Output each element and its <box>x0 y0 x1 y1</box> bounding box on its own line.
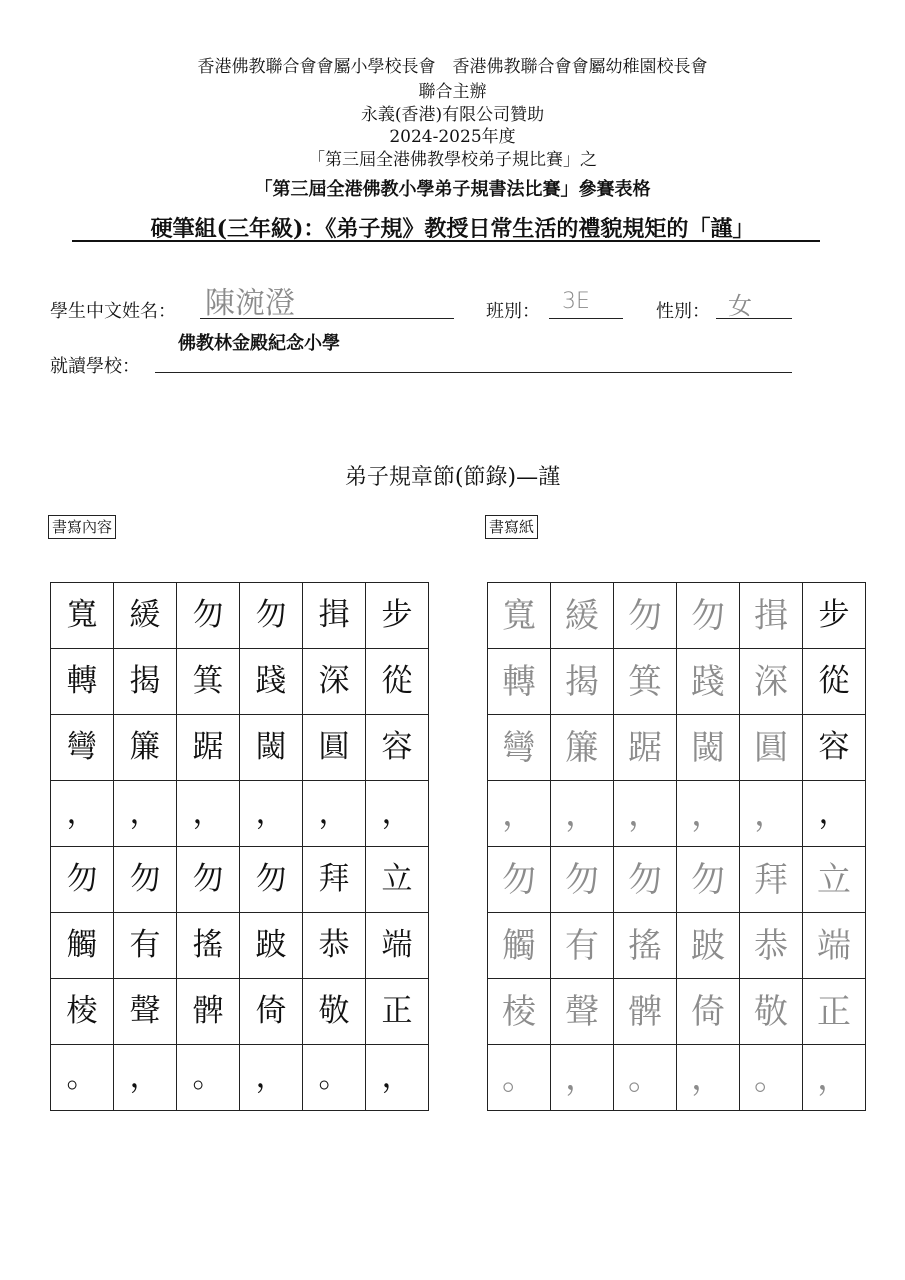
school-label: 就讀學校： <box>50 356 140 377</box>
writing-cell[interactable]: 倚 <box>677 979 740 1045</box>
grid-row <box>488 715 866 781</box>
model-cell: 深 <box>303 649 366 715</box>
model-cell: 容 <box>366 715 429 781</box>
model-cell: ， <box>366 781 429 847</box>
model-cell: ， <box>240 1045 303 1111</box>
grid-row <box>488 979 866 1045</box>
model-cell: 圓 <box>303 715 366 781</box>
section-title: 弟子規章節(節錄)—謹 <box>344 465 561 490</box>
writing-cell[interactable]: 步 <box>803 583 866 649</box>
gender-underline <box>716 318 792 319</box>
grid-row <box>51 583 429 649</box>
writing-grid[interactable] <box>487 582 866 1111</box>
writing-cell[interactable]: 。 <box>614 1045 677 1111</box>
writing-cell[interactable]: 棱 <box>488 979 551 1045</box>
organizers-line: 香港佛教聯合會會屬小學校長會 香港佛教聯合會會屬幼稚園校長會 <box>197 57 708 77</box>
model-cell: 立 <box>366 847 429 913</box>
model-cell: 拜 <box>303 847 366 913</box>
year-line: 2024-2025年度 <box>389 127 516 147</box>
writing-cell[interactable]: 有 <box>551 913 614 979</box>
class-underline <box>549 318 623 319</box>
model-cell: 箕 <box>177 649 240 715</box>
model-cell: 簾 <box>114 715 177 781</box>
model-grid <box>50 582 429 1111</box>
model-cell: 勿 <box>240 847 303 913</box>
writing-cell[interactable]: 踐 <box>677 649 740 715</box>
writing-cell[interactable]: 勿 <box>677 583 740 649</box>
model-cell: 揖 <box>303 583 366 649</box>
sponsor-line: 永義(香港)有限公司贊助 <box>360 105 545 125</box>
grid-row <box>51 979 429 1045</box>
writing-cell[interactable]: ， <box>803 1045 866 1111</box>
writing-cell[interactable]: 容 <box>803 715 866 781</box>
grid-row <box>51 781 429 847</box>
writing-cell[interactable]: 拜 <box>740 847 803 913</box>
model-cell: 閾 <box>240 715 303 781</box>
writing-cell[interactable]: 緩 <box>551 583 614 649</box>
writing-cell[interactable]: 端 <box>803 913 866 979</box>
writing-cell[interactable]: 彎 <box>488 715 551 781</box>
writing-cell[interactable]: 勿 <box>614 847 677 913</box>
name-value[interactable]: 陳涴澄 <box>205 286 295 321</box>
writing-cell[interactable]: 正 <box>803 979 866 1045</box>
writing-cell[interactable]: 敬 <box>740 979 803 1045</box>
model-cell: 。 <box>177 1045 240 1111</box>
writing-cell[interactable]: 勿 <box>677 847 740 913</box>
writing-cell[interactable]: 觸 <box>488 913 551 979</box>
grid-row <box>51 913 429 979</box>
grid-row <box>51 1045 429 1111</box>
school-value[interactable]: 佛教林金殿紀念小學 <box>178 333 340 354</box>
writing-cell[interactable]: 搖 <box>614 913 677 979</box>
grid-row <box>488 913 866 979</box>
model-cell: 勿 <box>177 847 240 913</box>
writing-cell[interactable]: 揖 <box>740 583 803 649</box>
model-cell: ， <box>240 781 303 847</box>
writing-cell[interactable]: ， <box>614 781 677 847</box>
model-cell: 聲 <box>114 979 177 1045</box>
writing-cell[interactable]: ， <box>551 1045 614 1111</box>
writing-cell[interactable]: ， <box>551 781 614 847</box>
model-cell: 髀 <box>177 979 240 1045</box>
model-cell: 敬 <box>303 979 366 1045</box>
writing-cell[interactable]: ， <box>488 781 551 847</box>
grid-row <box>51 649 429 715</box>
grid-row <box>488 847 866 913</box>
writing-cell[interactable]: 箕 <box>614 649 677 715</box>
model-cell: 有 <box>114 913 177 979</box>
grid-row <box>488 1045 866 1111</box>
category-title: 硬筆組(三年級)：《弟子規》教授日常生活的禮貌規矩的「謹」 <box>150 216 755 242</box>
writing-cell[interactable]: 聲 <box>551 979 614 1045</box>
writing-cell[interactable]: 轉 <box>488 649 551 715</box>
name-underline <box>200 318 454 319</box>
grid-row <box>488 781 866 847</box>
model-cell: 轉 <box>51 649 114 715</box>
writing-cell[interactable]: 。 <box>740 1045 803 1111</box>
model-cell: ， <box>114 781 177 847</box>
school-underline <box>155 372 792 373</box>
model-cell: 正 <box>366 979 429 1045</box>
writing-cell[interactable]: 深 <box>740 649 803 715</box>
writing-cell[interactable]: 勿 <box>614 583 677 649</box>
model-cell: 踞 <box>177 715 240 781</box>
writing-cell[interactable]: 揭 <box>551 649 614 715</box>
model-cell: 端 <box>366 913 429 979</box>
model-cell: 踐 <box>240 649 303 715</box>
category-underline <box>72 240 820 242</box>
model-cell: 。 <box>51 1045 114 1111</box>
model-cell: ， <box>114 1045 177 1111</box>
grid-row <box>488 583 866 649</box>
model-cell: 勿 <box>114 847 177 913</box>
model-cell: 步 <box>366 583 429 649</box>
writing-cell[interactable]: 簾 <box>551 715 614 781</box>
model-cell: 搖 <box>177 913 240 979</box>
model-cell: 棱 <box>51 979 114 1045</box>
writing-cell[interactable]: 圓 <box>740 715 803 781</box>
model-cell: ， <box>366 1045 429 1111</box>
model-cell: 勿 <box>177 583 240 649</box>
model-cell: 倚 <box>240 979 303 1045</box>
model-cell: 。 <box>303 1045 366 1111</box>
writing-cell[interactable]: 恭 <box>740 913 803 979</box>
writing-cell[interactable]: 。 <box>488 1045 551 1111</box>
model-cell: 緩 <box>114 583 177 649</box>
writing-cell[interactable]: 髀 <box>614 979 677 1045</box>
writing-cell[interactable]: ， <box>677 781 740 847</box>
class-label: 班別： <box>486 301 540 322</box>
gender-label: 性別： <box>656 301 710 322</box>
gender-value[interactable]: 女 <box>728 292 752 320</box>
writing-cell[interactable]: ， <box>740 781 803 847</box>
writing-cell[interactable]: ， <box>677 1045 740 1111</box>
grid-row <box>488 649 866 715</box>
model-cell: 揭 <box>114 649 177 715</box>
model-cell: 勿 <box>240 583 303 649</box>
writing-cell[interactable]: 跛 <box>677 913 740 979</box>
model-cell: 勿 <box>51 847 114 913</box>
writing-cell[interactable]: ， <box>803 781 866 847</box>
model-cell: ， <box>51 781 114 847</box>
name-label: 學生中文姓名： <box>50 301 176 322</box>
writing-cell[interactable]: 閾 <box>677 715 740 781</box>
model-cell: 寬 <box>51 583 114 649</box>
model-cell: 恭 <box>303 913 366 979</box>
writing-cell[interactable]: 踞 <box>614 715 677 781</box>
model-cell: 彎 <box>51 715 114 781</box>
writing-cell[interactable]: 勿 <box>488 847 551 913</box>
co-host-line: 聯合主辦 <box>418 82 487 102</box>
writing-cell[interactable]: 勿 <box>551 847 614 913</box>
writing-cell[interactable]: 寬 <box>488 583 551 649</box>
model-cell: 跛 <box>240 913 303 979</box>
grid-row <box>51 847 429 913</box>
writing-cell[interactable]: 立 <box>803 847 866 913</box>
model-cell: ， <box>303 781 366 847</box>
model-cell: 觸 <box>51 913 114 979</box>
class-value[interactable]: 3E <box>562 289 590 314</box>
writing-cell[interactable]: 從 <box>803 649 866 715</box>
writing-label: 書寫紙 <box>485 515 538 539</box>
model-cell: ， <box>177 781 240 847</box>
grid-row <box>51 715 429 781</box>
form-title: 「第三屆全港佛教小學弟子規書法比賽」參賽表格 <box>254 179 651 200</box>
model-label: 書寫內容 <box>48 515 116 539</box>
competition-line: 「第三屆全港佛教學校弟子規比賽」之 <box>308 150 597 170</box>
model-cell: 從 <box>366 649 429 715</box>
